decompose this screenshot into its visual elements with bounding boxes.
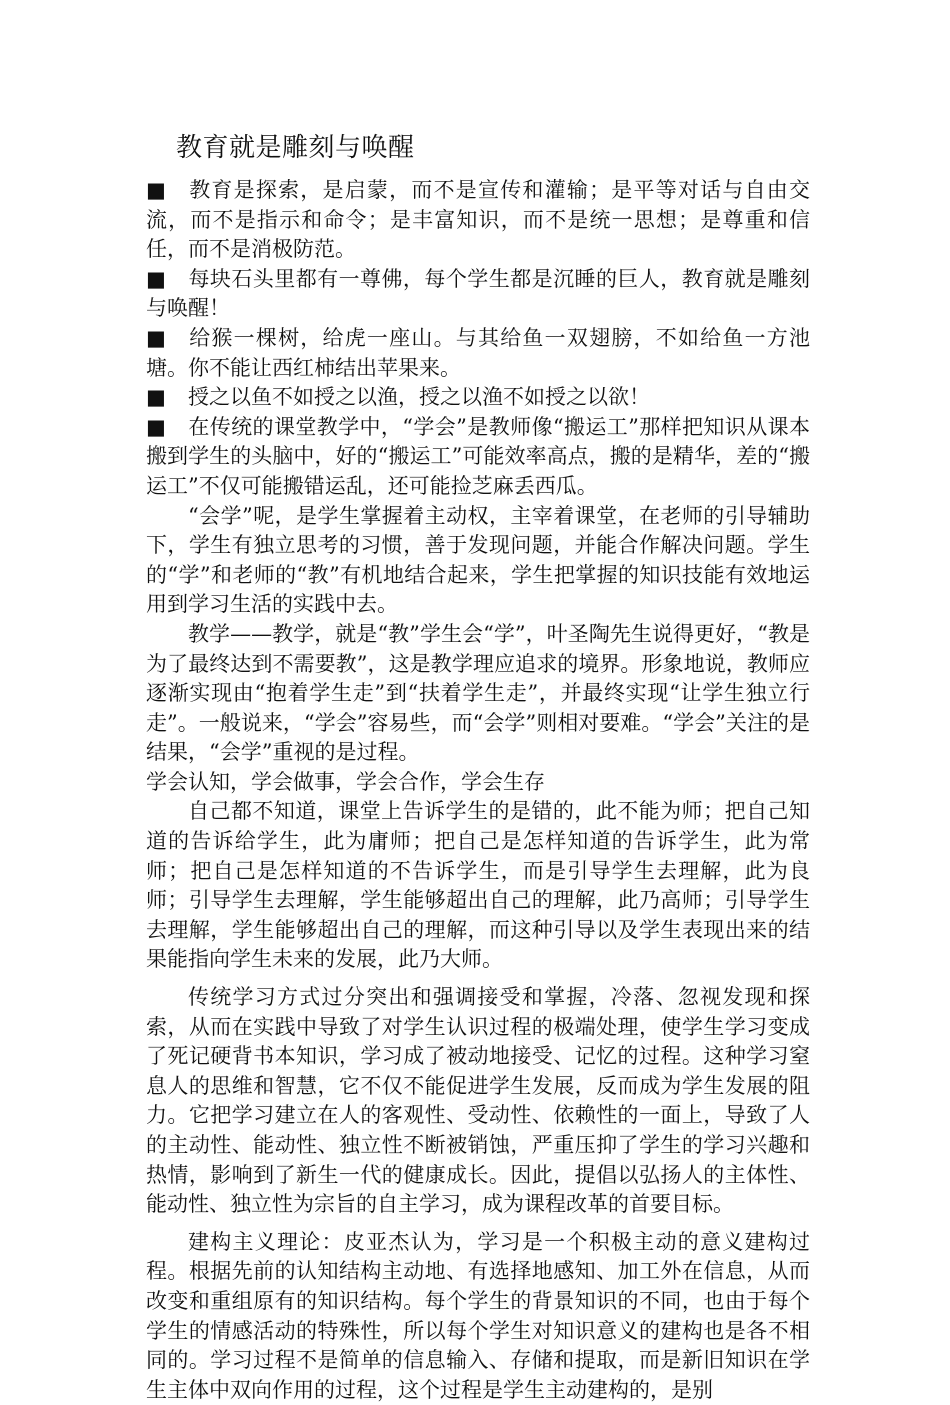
paragraph-jiao-xue: 教学——教学，就是“教”学生会“学”，叶圣陶先生说得更好，“教是为了最终达到不需要教”，这是教学理应追求的境界。形象地说，教师应逐渐实现由“抱着学生走”到“扶着学生走”，并最终实现“让学生独立行走”。一般说来，“学会”容易些，而“会学”则相对要难。“学会”关注的是结果，“会学”重视的是过程。 (146, 621, 810, 765)
square-bullet-icon: ■ (146, 385, 166, 410)
square-bullet-icon: ■ (146, 414, 166, 439)
square-bullet-icon: ■ (146, 178, 166, 202)
paragraph-teacher-levels: 自己都不知道，课堂上告诉学生的是错的，此不能为师；把自己知道的告诉给学生，此为庸师；把自己是怎样知道的告诉学生，此为常师；把自己是怎样知道的不告诉学生，而是引导学生去理解，此为良师；引导学生去理解，学生能够超出自己的理解，此乃高师；引导学生去理解，学生能够超出自己的理解，而这种引导以及学生表现出来的结果能指向学生未来的发展，此乃大师。 (146, 799, 810, 972)
bullet-item (146, 324, 810, 383)
bullet-item (146, 383, 810, 413)
bullet-item (146, 413, 810, 502)
document-title: 教育就是雕刻与唤醒 (176, 133, 415, 163)
bullet-text: 在传统的课堂教学中，“学会”是教师像“搬运工”那样把知识从课本搬到学生的头脑中，好的“搬运工”可能效率高点，搬的是精华，差的“搬运工”不仅可能搬错运乱，还可能捡芝麻丢西瓜。 (146, 414, 810, 498)
bullet-item (146, 265, 810, 324)
bullet-text: 每块石头里都有一尊佛，每个学生都是沉睡的巨人，教育就是雕刻与唤醒！ (146, 266, 810, 321)
paragraph-hui-xue: “会学”呢，是学生掌握着主动权，主宰着课堂，在老师的引导辅助下，学生有独立思考的习惯，善于发现问题，并能合作解决问题。学生的“学”和老师的“教”有机地结合起来，学生把掌握的知识技能有效地运用到学习生活的实践中去。 (146, 503, 810, 617)
paragraph-traditional-learning: 传统学习方式过分突出和强调接受和掌握，冷落、忽视发现和探索，从而在实践中导致了对学生认识过程的极端处理，使学生学习变成了死记硬背书本知识，学习成了被动地接受、记忆的过程。这种学习窒息人的思维和智慧，它不仅不能促进学生发展，反而成为学生发展的阻力。它把学习建立在人的客观性、受动性、依赖性的一面上，导致了人的主动性、能动性、独立性不断被销蚀，严重压抑了学生的学习兴趣和热情，影响到了新生一代的健康成长。因此，提倡以弘扬人的主体性、能动性、独立性为宗旨的自主学习，成为课程改革的首要目标。 (146, 985, 810, 1217)
square-bullet-icon: ■ (146, 325, 166, 350)
bullet-text: 授之以鱼不如授之以渔，授之以渔不如授之以欲！ (188, 385, 650, 410)
paragraph-four-pillars: 学会认知，学会做事，学会合作，学会生存 (146, 769, 545, 794)
bullet-item (146, 176, 810, 265)
square-bullet-icon: ■ (146, 266, 166, 291)
paragraph-constructivism: 建构主义理论：皮亚杰认为，学习是一个积极主动的意义建构过程。根据先前的认知结构主动地、有选择地感知、加工外在信息，从而改变和重组原有的知识结构。每个学生的背景知识的不同，也由于每个学生的情感活动的特殊性，所以每个学生对知识意义的建构也是各不相同的。学习过程不是简单的信息输入、存储和提取，而是新旧知识在学生主体中双向作用的过程，这个过程是学生主动建构的，是别 (146, 1229, 810, 1402)
document-page (146, 128, 810, 1405)
bullet-text: 给猴一棵树，给虎一座山。与其给鱼一双翅膀，不如给鱼一方池塘。你不能让西红柿结出苹果来。 (146, 325, 810, 380)
bullet-text: 教育是探索，是启蒙，而不是宣传和灌输；是平等对话与自由交流，而不是指示和命令；是丰富知识，而不是统一思想；是尊重和信任，而不是消极防范。 (146, 178, 810, 262)
